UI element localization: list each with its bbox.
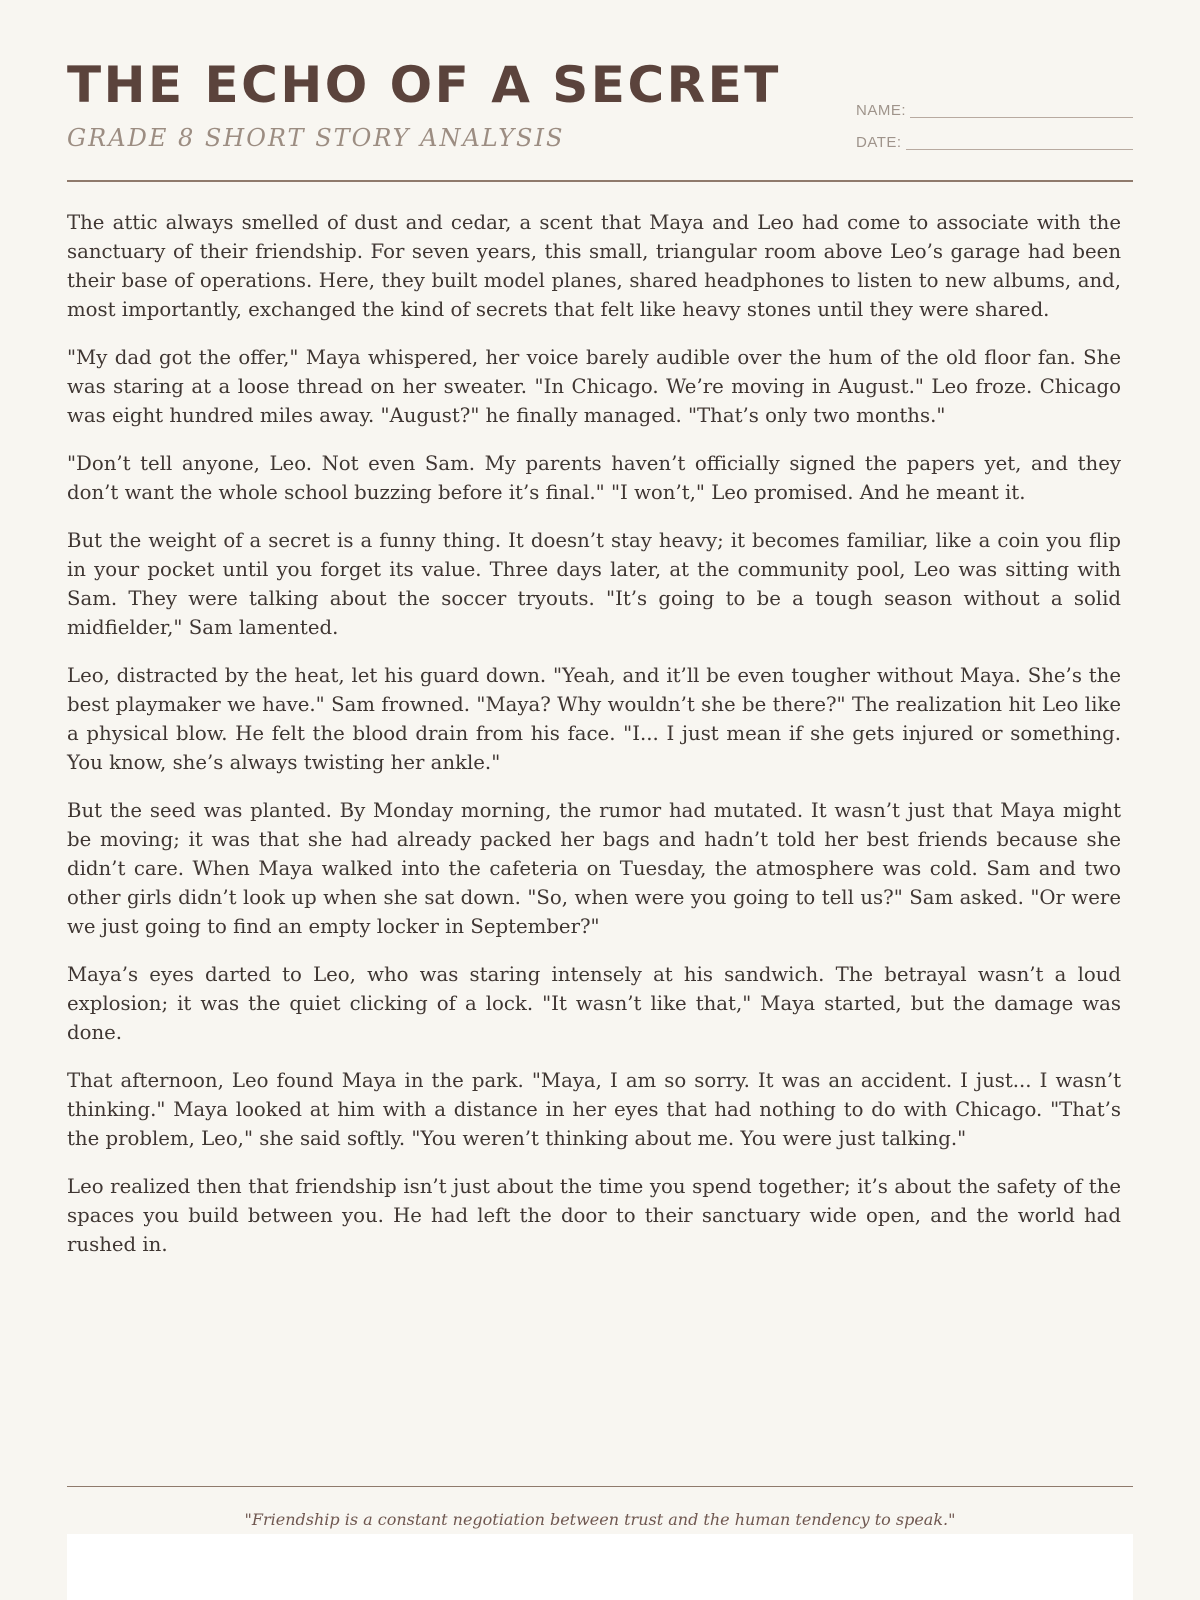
date-write-line[interactable] xyxy=(906,135,1133,150)
date-label: DATE: xyxy=(856,134,902,151)
student-info-fields xyxy=(856,98,1133,162)
story-paragraph: The attic always smelled of dust and cedar, a scent that Maya and Leo had come to associate with the sanctuary of their friendship. For seven years, this small, triangular room above Leo’s garage had been their base of operations. Here, they built model planes, shared headphones to listen to new albums, and, most importantly, exchanged the kind of secrets that felt like heavy stones until they were shared. xyxy=(67,211,1121,321)
date-field-row xyxy=(856,130,1133,150)
story-paragraph: That afternoon, Leo found Maya in the park. "Maya, I am so sorry. It was an accident. I just... I wasn’t thinking." Maya looked at him with a distance in her eyes that had nothing to do with Chicago. "That’s the problem, Leo," she said softly. "You weren’t thinking about me. You were just talking." xyxy=(67,1069,1121,1150)
blank-answer-area xyxy=(67,1534,1133,1600)
story-paragraph: But the seed was planted. By Monday morning, the rumor had mutated. It wasn’t just that Maya might be moving; it was that she had already packed her bags and hadn’t told her best friends because she didn’t care. When Maya walked into the cafeteria on Tuesday, the atmosphere was cold. Sam and two other girls didn’t look up when she sat down. "So, when were you going to tell us?" Sam asked. "Or were we just going to find an empty locker in September?" xyxy=(67,799,1121,938)
story-paragraph: But the weight of a secret is a funny thing. It doesn’t stay heavy; it becomes familiar, like a coin you flip in your pocket until you forget its value. Three days later, at the community pool, Leo was sitting with Sam. They were talking about the soccer tryouts. "It’s going to be a tough season without a solid midfielder," Sam lamented. xyxy=(67,529,1121,639)
worksheet-page xyxy=(67,0,1133,1600)
story-paragraph: "Don’t tell anyone, Leo. Not even Sam. My parents haven’t officially signed the papers yet, and they don’t want the whole school buzzing before it’s final." "I won’t," Leo promised. And he meant it. xyxy=(67,452,1121,504)
name-write-line[interactable] xyxy=(910,103,1133,118)
worksheet-subtitle: GRADE 8 SHORT STORY ANALYSIS xyxy=(67,124,565,152)
story-paragraph: Leo, distracted by the heat, let his guard down. "Yeah, and it’ll be even tougher without Maya. She’s the best playmaker we have." Sam frowned. "Maya? Why wouldn’t she be there?" The realization hit Leo like a physical blow. He felt the blood drain from his face. "I... I just mean if she gets injured or something. You know, she’s always twisting her ankle." xyxy=(67,664,1121,774)
story-text xyxy=(67,208,1121,1278)
story-title: THE ECHO OF A SECRET xyxy=(67,56,781,114)
footer-quote: "Friendship is a constant negotiation between trust and the human tendency to speak." xyxy=(244,1510,956,1529)
footer-divider xyxy=(67,1486,1133,1487)
story-paragraph: Leo realized then that friendship isn’t just about the time you spend together; it’s about the safety of the spaces you build between you. He had left the door to their sanctuary wide open, and the world had rushed in. xyxy=(67,1175,1121,1256)
header-divider xyxy=(67,180,1133,182)
story-paragraph: Maya’s eyes darted to Leo, who was staring intensely at his sandwich. The betrayal wasn’t a loud explosion; it was the quiet clicking of a lock. "It wasn’t like that," Maya started, but the damage was done. xyxy=(67,963,1121,1044)
name-label: NAME: xyxy=(856,102,907,119)
story-paragraph: "My dad got the offer," Maya whispered, her voice barely audible over the hum of the old floor fan. She was staring at a loose thread on her sweater. "In Chicago. We’re moving in August." Leo froze. Chicago was eight hundred miles away. "August?" he finally managed. "That’s only two months." xyxy=(67,346,1121,427)
name-field-row xyxy=(856,98,1133,118)
worksheet-header xyxy=(67,0,1133,180)
